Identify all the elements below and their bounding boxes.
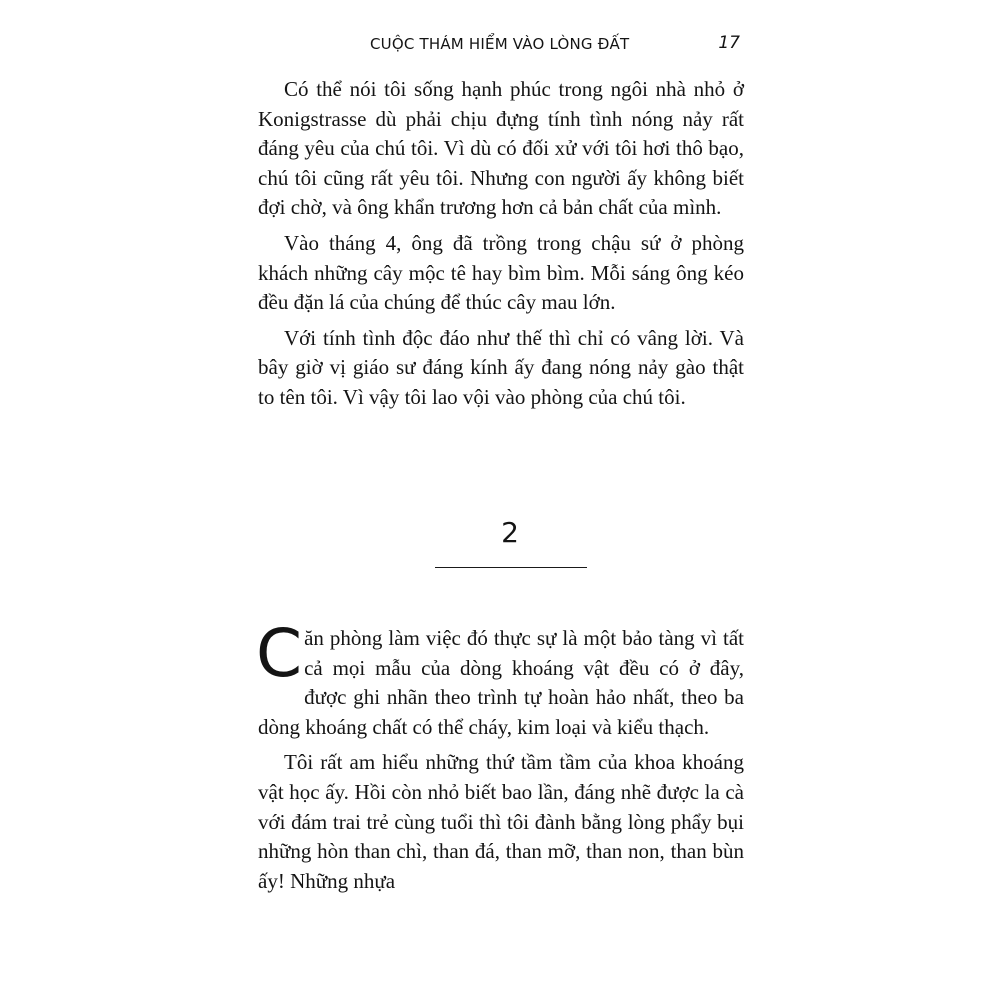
running-title: CUỘC THÁM HIỂM VÀO LÒNG ĐẤT [370,35,630,53]
page-header [258,33,740,59]
section-one-text [258,75,744,419]
section-two-text [256,615,744,902]
opening-paragraph [256,615,744,742]
paragraph: Tôi rất am hiểu những thứ tầm tầm của khoa khoáng vật học ấy. Hồi còn nhỏ biết bao lần, đáng nhẽ được la cà với đám trai trẻ cùng tuổi thì tôi đành bằng lòng phẩy bụi những hòn than chì, than đá, than mỡ, than non, than bùn ấy! Những nhựa [258,750,744,893]
drop-cap: C [256,615,303,692]
page-number: 17 [718,33,740,53]
chapter-divider [435,567,587,568]
paragraph: Vào tháng 4, ông đã trồng trong chậu sứ ở phòng khách những cây mộc tê hay bìm bìm. Mỗi sáng ông kéo đều đặn lá của chúng để thúc cây mau lớn. [258,230,744,315]
paragraph: Có thể nói tôi sống hạnh phúc trong ngôi nhà nhỏ ở Konigstrasse dù phải chịu đựng tính tình nóng nảy rất đáng yêu của chú tôi. Vì dù có đối xử với tôi hơi thô bạo, chú tôi cũng rất yêu tôi. Nhưng con người ấy không biết đợi chờ, và ông khẩn trương hơn cả bản chất của mình. [258,77,744,220]
opening-paragraph-text: ăn phòng làm việc đó thực sự là một bảo tàng vì tất cả mọi mẫu của dòng khoáng vật đều có ở đây, được ghi nhãn theo trình tự hoàn hảo nhất, theo ba dòng khoáng chất có thể cháy, kim loại và kiểu thạch. [258,626,744,739]
paragraph: Với tính tình độc đáo như thế thì chỉ có vâng lời. Và bây giờ vị giáo sư đáng kính ấy đang nóng nảy gào thật to tên tôi. Vì vậy tôi lao vội vào phòng của chú tôi. [258,325,744,409]
chapter-number: 2 [501,516,519,549]
